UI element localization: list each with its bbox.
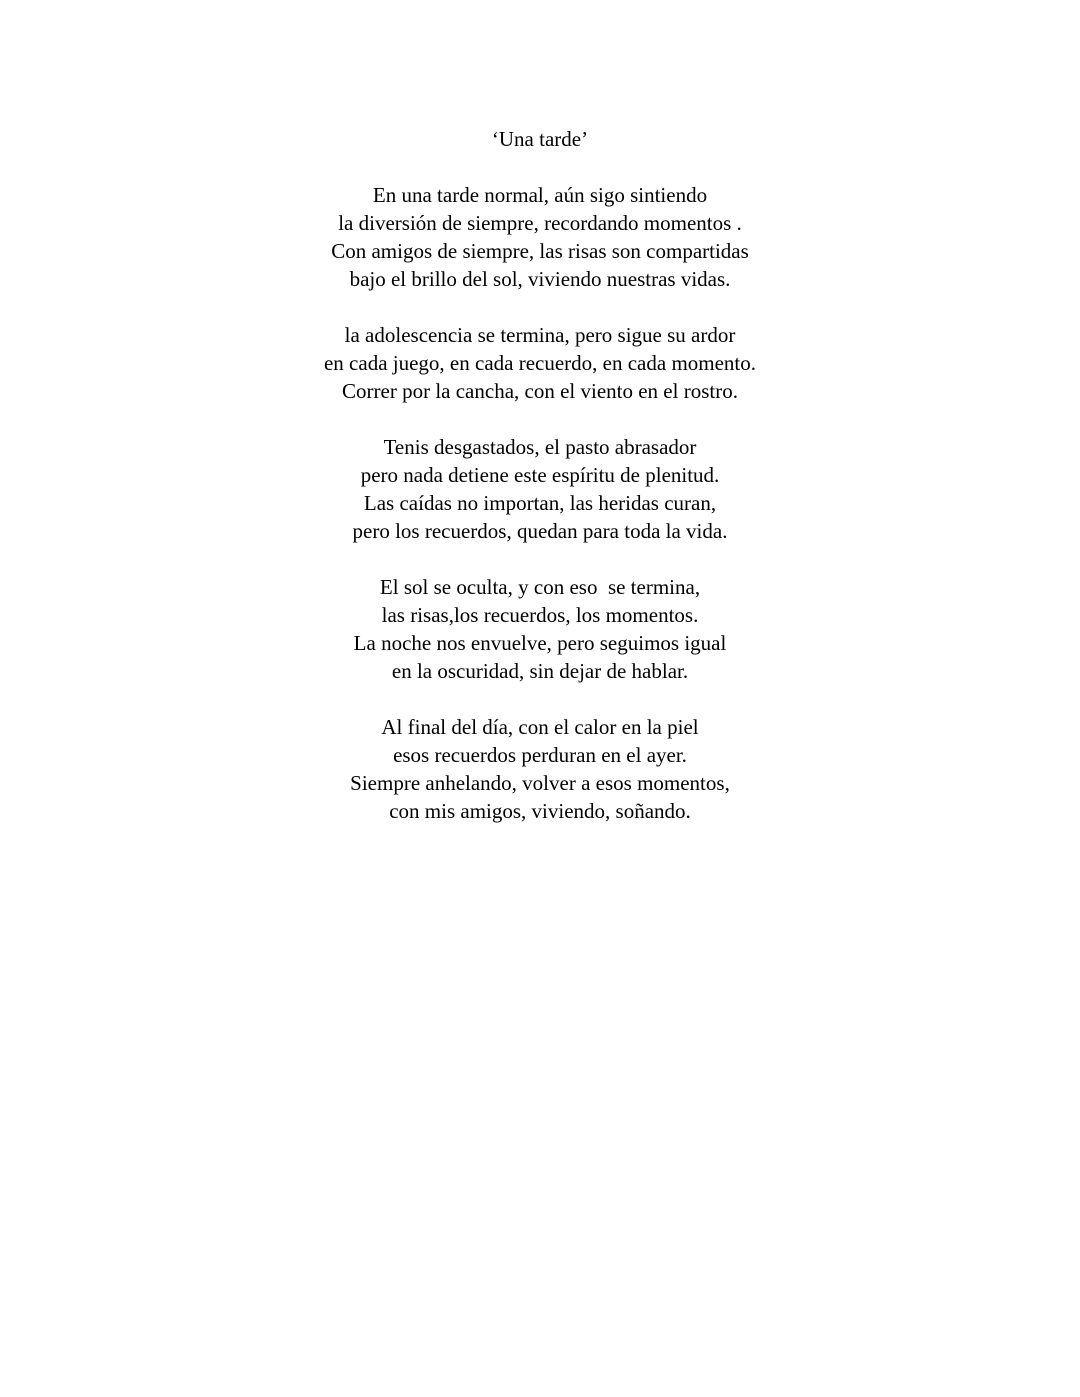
poem-line: Siempre anhelando, volver a esos momentos, (350, 771, 730, 795)
poem-line: bajo el brillo del sol, viviendo nuestras vidas. (349, 267, 731, 291)
poem-line: Correr por la cancha, con el viento en el rostro. (342, 379, 738, 403)
poem-line: la adolescencia se termina, pero sigue su ardor (344, 323, 736, 347)
stanza-3 (0, 433, 1080, 545)
poem-line: con mis amigos, viviendo, soñando. (389, 799, 691, 823)
poem-line: El sol se oculta, y con eso se termina, (379, 575, 701, 599)
poem-line: Al final del día, con el calor en la piel (381, 715, 699, 739)
stanza-5 (0, 713, 1080, 825)
stanza-4 (0, 573, 1080, 685)
poem (0, 125, 1080, 853)
poem-line: pero nada detiene este espíritu de plenitud. (360, 463, 720, 487)
poem-line: En una tarde normal, aún sigo sintiendo (372, 183, 708, 207)
poem-line: pero los recuerdos, quedan para toda la vida. (352, 519, 728, 543)
stanza-1 (0, 181, 1080, 293)
poem-line: Las caídas no importan, las heridas curan, (363, 491, 717, 515)
poem-line: esos recuerdos perduran en el ayer. (393, 743, 687, 767)
poem-line: La noche nos envuelve, pero seguimos igual (353, 631, 727, 655)
poem-title: ‘Una tarde’ (491, 127, 589, 151)
poem-line: Con amigos de siempre, las risas son compartidas (331, 239, 749, 263)
poem-line: las risas,los recuerdos, los momentos. (381, 603, 699, 627)
poem-line: en la oscuridad, sin dejar de hablar. (391, 659, 689, 683)
poem-line: la diversión de siempre, recordando momentos . (338, 211, 742, 235)
poem-line: Tenis desgastados, el pasto abrasador (383, 435, 697, 459)
stanza-2 (0, 321, 1080, 405)
poem-line: en cada juego, en cada recuerdo, en cada momento. (323, 351, 757, 375)
